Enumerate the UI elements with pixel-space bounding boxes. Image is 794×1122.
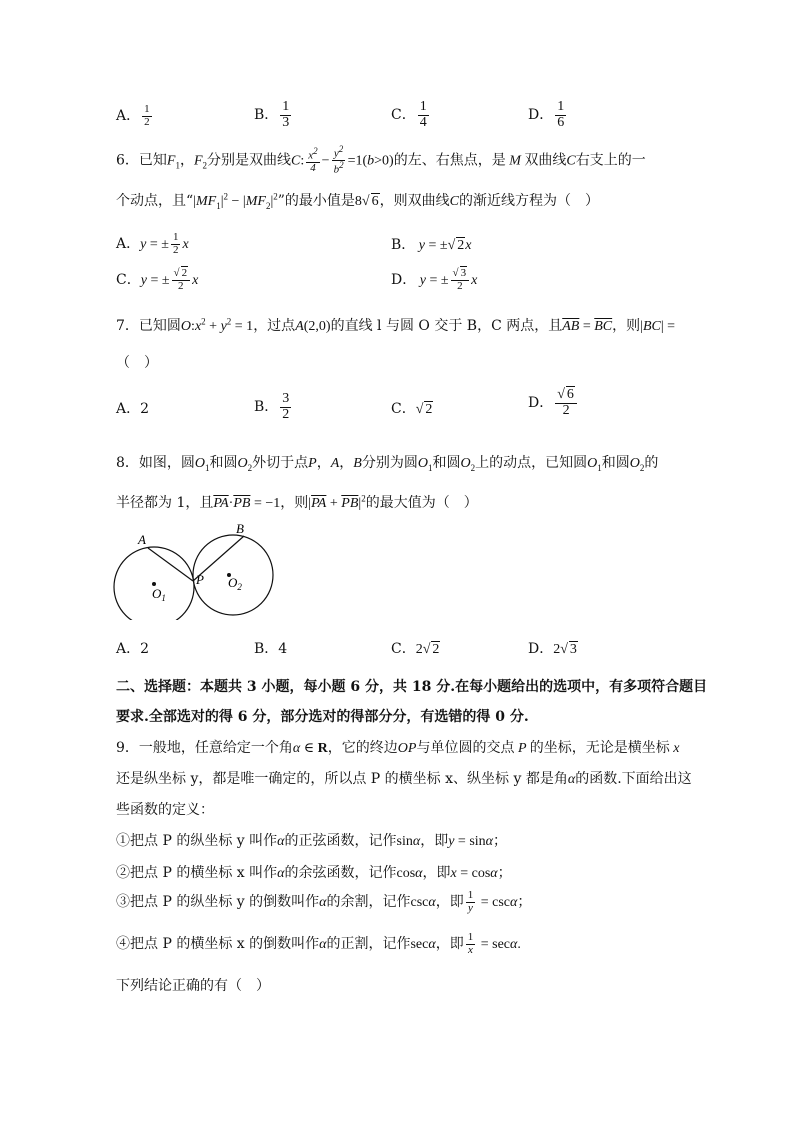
q7-line2: （ ） bbox=[116, 355, 158, 371]
section2-heading-line1: 二、选择题：本题共 3 小题，每小题 6 分，共 18 分.在每小题给出的选项中，有多项符合题目 bbox=[116, 679, 708, 695]
q9-def-cosine: ②把点 P 的横坐标 x 叫作α的余弦函数，记作cosα，即x = cosα； bbox=[116, 865, 512, 881]
q8-line1: 8．如图，圆$O_1$和圆$O_2$外切于点P，A，B分别为圆$O_1$和圆$O_2$上的动点，已知圆$O_1$和圆$O_2$的 bbox=[116, 455, 659, 473]
segment-pa bbox=[148, 548, 193, 581]
label-p: P bbox=[196, 572, 204, 587]
q6-option-c: C．y = ± $\frac{√ 2}{2}$ x bbox=[116, 267, 199, 292]
label-o1: $O_1$ bbox=[152, 586, 166, 603]
q8-option-a: A．2 bbox=[116, 641, 150, 657]
q8-option-b: B．4 bbox=[254, 641, 288, 657]
q5-option-a: A． $\frac{1}{2}$ bbox=[116, 103, 150, 128]
q9-def-sine: ①把点 P 的纵坐标 y 叫作α的正弦函数，记作sinα，即y = sinα； bbox=[116, 833, 508, 849]
two-circles-figure bbox=[112, 520, 297, 620]
q9-line2: 还是纵坐标 y，都是唯一确定的，所以点 P 的横坐标 x、纵坐标 y 都是角α的函数.下面给出这 bbox=[116, 771, 692, 787]
q6-line1: 6．已知$F_1$，$F_2$分别是双曲线C: $\frac{x^2}{4}$ − $\frac{y^2}{b^2}$ =1(b>0)的左、右焦点，是 M 双曲线C右支上的一 bbox=[116, 144, 646, 176]
q9-def-secant: ④把点 P 的横坐标 x 的倒数叫作α的正割，记作secα，即 $\frac{1}{x}$ = secα. bbox=[116, 931, 521, 956]
q6-option-a: A．y = ± $\frac{1}{2}$ x bbox=[116, 231, 189, 256]
q7-option-a: A．2 bbox=[116, 401, 150, 417]
q8-line2: 半径都为 1，且$\overline{PA}\cdot\overline{PB} = -1$，则$|\overline{PA} + \overline{PB}|^2$的最大值为（ ） bbox=[116, 493, 478, 511]
label-b: B bbox=[236, 521, 244, 536]
section2-heading-line2: 要求.全部选对的得 6 分，部分选对的得部分分，有选错的得 0 分. bbox=[116, 709, 529, 725]
q5-option-d: D． $\frac{1}{6}$ bbox=[528, 99, 565, 130]
q7-option-c: C．√ 2 bbox=[391, 401, 433, 417]
label-a: A bbox=[138, 532, 146, 547]
q6-line2: 个动点，且“$|MF_1|^2 - |MF_2|^2$”的最小值是8√ 6，则双曲线C的渐近线方程为（ ） bbox=[116, 191, 599, 211]
q8-option-c: C．2√ 2 bbox=[391, 641, 440, 657]
q9-question: 下列结论正确的有（ ） bbox=[116, 978, 270, 994]
q9-def-cosecant: ③把点 P 的纵坐标 y 的倒数叫作α的余割，记作cscα，即 $\frac{1}{y}$ = cscα； bbox=[116, 889, 532, 914]
q8-option-d: D．2√ 3 bbox=[528, 641, 577, 657]
q7-line1: 7．已知圆$O:x^2 + y^2 = 1$，过点A(2,0)的直线 l 与圆 O 交于 B，C 两点，且$\overline{AB} = \overline{BC}$，则|BC| = bbox=[116, 316, 676, 334]
q6-option-b: B． y = ±√ 2x bbox=[391, 237, 472, 253]
q9-line1: 9．一般地，任意给定一个角α ∈ R，它的终边OP与单位圆的交点 P 的坐标，无论是横坐标 x bbox=[116, 740, 680, 756]
q7-option-d: D． $\frac{√ 6}{2}$ bbox=[528, 388, 579, 418]
q7-option-b: B． $\frac{3}{2}$ bbox=[254, 391, 290, 422]
q5-option-b: B． $\frac{1}{3}$ bbox=[254, 99, 290, 130]
label-o2: $O_2$ bbox=[228, 575, 242, 592]
q9-line3: 些函数的定义： bbox=[116, 802, 214, 818]
q6-option-d: D． y = ± $\frac{√ 3}{2}$ x bbox=[391, 267, 478, 292]
q5-option-c: C． $\frac{1}{4}$ bbox=[391, 99, 427, 130]
